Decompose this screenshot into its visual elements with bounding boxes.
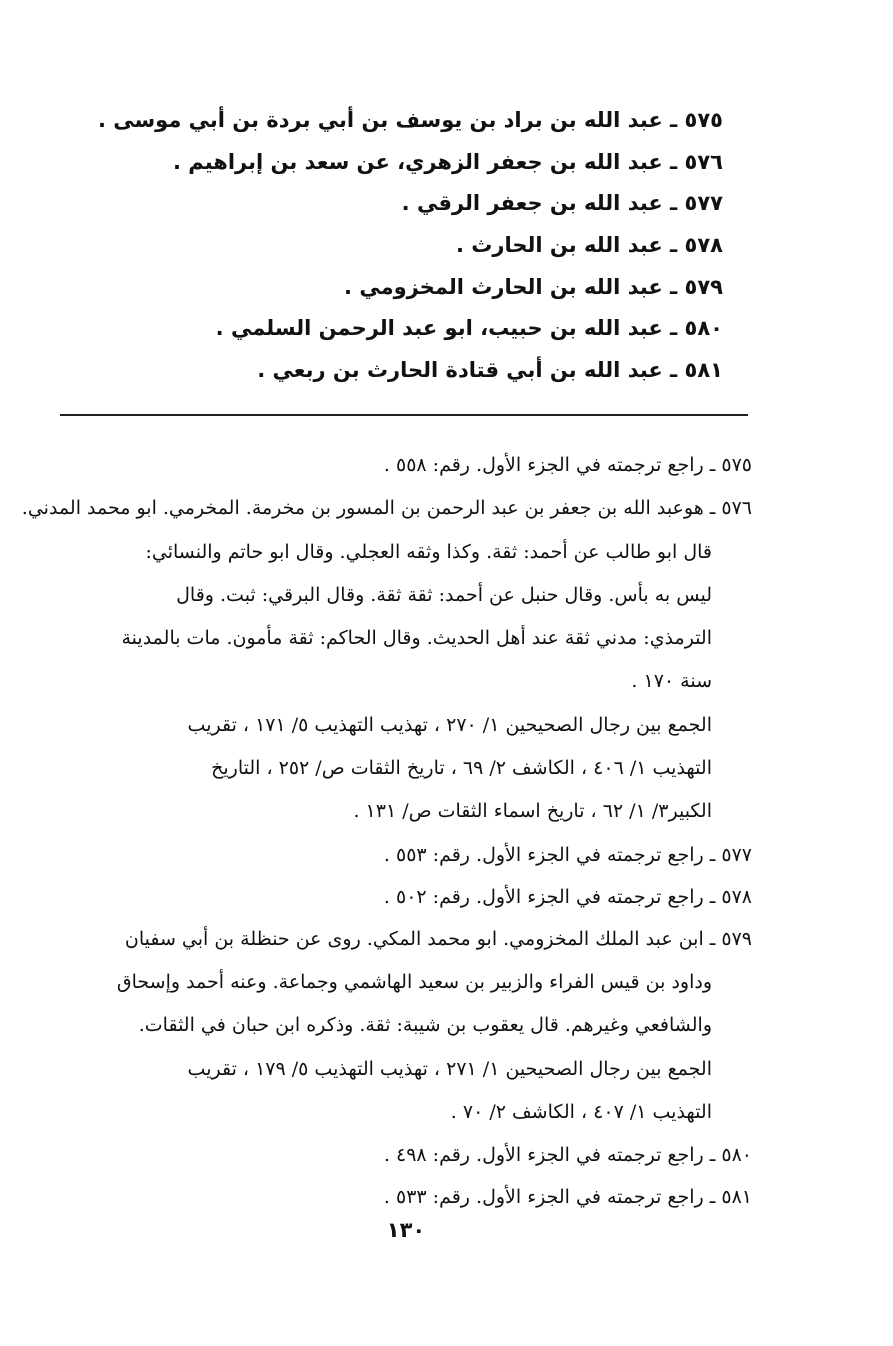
note-580: ٥٨٠ ـ راجع ترجمته في الجزء الأول. رقم: ٤٩٨ . bbox=[383, 1144, 752, 1167]
note-576-line-6: الجمع بين رجال الصحيحين ١/ ٢٧٠ ، تهذيب التهذيب ٥/ ١٧١ ، تقريب bbox=[187, 713, 712, 736]
note-576-line-8: الكبير٣/ ١/ ٦٢ ، تاريخ اسماء الثقات ص/ ١٣١ . bbox=[353, 800, 712, 823]
entry-579: ٥٧٩ ـ عبد الله بن الحارث المخزومي . bbox=[344, 274, 723, 299]
note-576-line-1: ٥٧٦ ـ هوعبد الله بن جعفر بن عبد الرحمن بن المسور بن مخرمة. المخرمي. ابو محمد المدني. bbox=[21, 497, 752, 520]
entry-575: ٥٧٥ ـ عبد الله بن براد بن يوسف بن أبي بردة بن أبي موسى . bbox=[97, 108, 723, 132]
note-576-line-3: ليس به بأس. وقال حنبل عن أحمد: ثقة ثقة. وقال البرقي: ثبت. وقال bbox=[176, 583, 712, 606]
note-577: ٥٧٧ ـ راجع ترجمته في الجزء الأول. رقم: ٥٥٣ . bbox=[383, 843, 752, 866]
note-575: ٥٧٥ ـ راجع ترجمته في الجزء الأول. رقم: ٥٥٨ . bbox=[383, 454, 752, 476]
entry-576: ٥٧٦ ـ عبد الله بن جعفر الزهري، عن سعد بن إبراهيم . bbox=[172, 149, 723, 174]
note-579-line-3: والشافعي وغيرهم. قال يعقوب بن شيبة: ثقة. وذكره ابن حبان في الثقات. bbox=[138, 1014, 712, 1037]
note-576-line-2: قال ابو طالب عن أحمد: ثقة. وكذا وثقه العجلي. وقال ابو حاتم والنسائي: bbox=[145, 540, 712, 563]
page-number: ١٣٠ bbox=[386, 1218, 426, 1242]
note-579-line-2: وداود بن قيس الفراء والزبير بن سعيد الهاشمي وجماعة. وعنه أحمد وإسحاق bbox=[116, 970, 712, 993]
note-579-line-4: الجمع بين رجال الصحيحين ١/ ٢٧١ ، تهذيب التهذيب ٥/ ١٧٩ ، تقريب bbox=[187, 1057, 712, 1080]
footnote-divider bbox=[60, 414, 748, 416]
entry-list bbox=[97, 100, 723, 392]
entry-581: ٥٨١ ـ عبد الله بن أبي قتادة الحارث بن ربعي . bbox=[257, 358, 723, 383]
entry-580: ٥٨٠ ـ عبد الله بن حبيب، ابو عبد الرحمن السلمي . bbox=[215, 316, 723, 341]
note-581: ٥٨١ ـ راجع ترجمته في الجزء الأول. رقم: ٥٣٣ . bbox=[383, 1186, 752, 1209]
entry-578: ٥٧٨ ـ عبد الله بن الحارث . bbox=[456, 233, 723, 258]
note-576-line-5: سنة ١٧٠ . bbox=[631, 670, 712, 693]
note-579-line-5: التهذيب ١/ ٤٠٧ ، الكاشف ٢/ ٧٠ . bbox=[450, 1100, 712, 1123]
entry-577: ٥٧٧ ـ عبد الله بن جعفر الرقي . bbox=[401, 191, 723, 216]
footnotes bbox=[21, 444, 752, 1218]
note-576-line-7: التهذيب ١/ ٤٠٦ ، الكاشف ٢/ ٦٩ ، تاريخ الثقات ص/ ٢٥٢ ، التاريخ bbox=[211, 757, 712, 780]
note-579-line-1: ٥٧٩ ـ ابن عبد الملك المخزومي. ابو محمد المكي. روى عن حنظلة بن أبي سفيان bbox=[124, 927, 752, 950]
note-576-line-4: الترمذي: مدني ثقة عند أهل الحديث. وقال الحاكم: ثقة مأمون. مات بالمدينة bbox=[121, 627, 712, 650]
note-578: ٥٧٨ ـ راجع ترجمته في الجزء الأول. رقم: ٥٠٢ . bbox=[383, 885, 752, 908]
